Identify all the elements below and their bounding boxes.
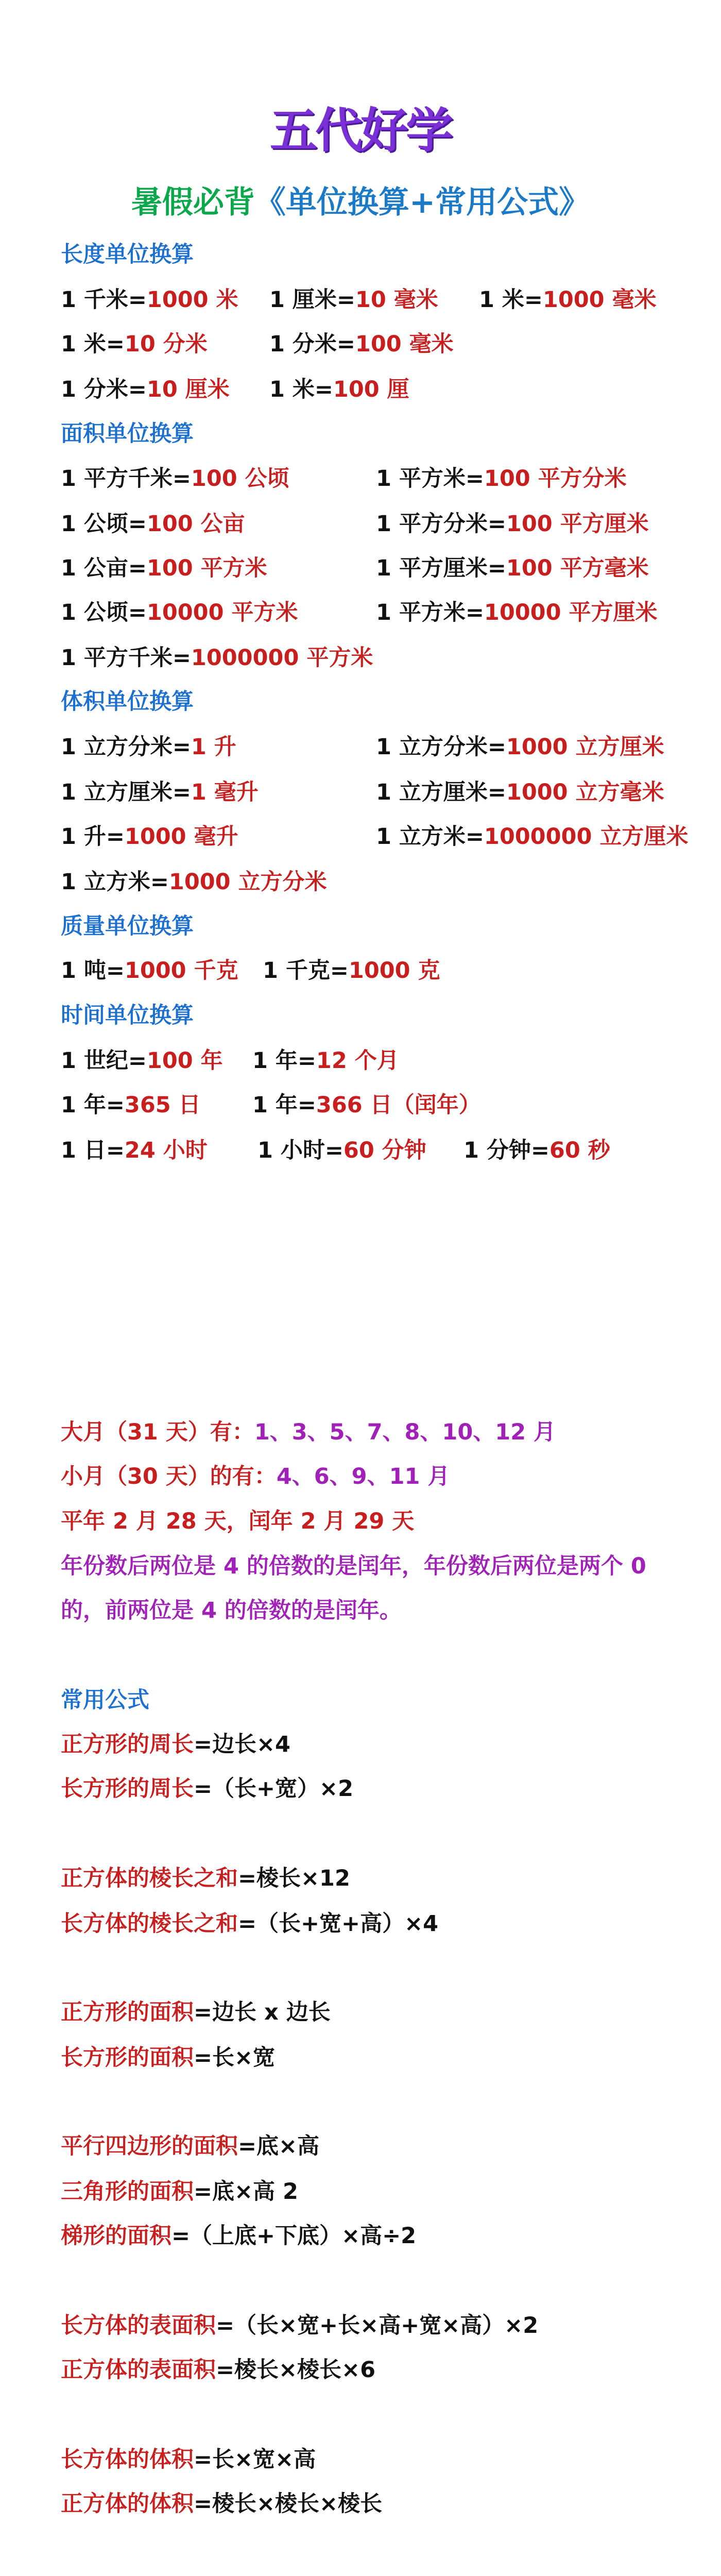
area-row bbox=[0, 461, 721, 492]
mass-heading: 质量单位换算 bbox=[61, 913, 194, 939]
mass-row bbox=[0, 953, 721, 984]
big-months: 大月（31 天）有：1、3、5、7、8、10、12 月 bbox=[61, 1419, 556, 1445]
page-subtitle bbox=[0, 178, 721, 222]
volume-row bbox=[0, 730, 721, 760]
conversion-item: 1 立方分米=1000 立方厘米 bbox=[376, 734, 664, 760]
formula-item: 长方形的周长=（长+宽）×2 bbox=[61, 1776, 354, 1802]
leap-year-rule-2: 的，前两位是 4 的倍数的是闰年。 bbox=[61, 1598, 402, 1623]
conversion-item: 1 小时=60 分钟 bbox=[258, 1138, 426, 1163]
area-row bbox=[0, 640, 721, 671]
conversion-item: 1 立方米=1000000 立方厘米 bbox=[376, 824, 689, 850]
conversion-item: 1 平方分米=100 平方厘米 bbox=[376, 511, 649, 537]
length-heading: 长度单位换算 bbox=[61, 242, 194, 267]
conversion-item: 1 日=24 小时 bbox=[61, 1138, 208, 1163]
length-row bbox=[0, 327, 721, 358]
conversion-item: 1 平方千米=100 公顷 bbox=[61, 466, 289, 492]
conversion-item: 1 立方厘米=1 毫升 bbox=[61, 779, 259, 805]
conversion-item: 1 分米=10 厘米 bbox=[61, 377, 230, 402]
formula-item: 长方形的面积=长×宽 bbox=[61, 2045, 276, 2071]
conversion-item: 1 平方米=100 平方分米 bbox=[376, 466, 627, 492]
leap-year-rule-1: 年份数后两位是 4 的倍数的是闰年，年份数后两位是两个 0 bbox=[61, 1553, 646, 1579]
formula-item: 三角形的面积=底×高 2 bbox=[61, 2179, 298, 2205]
conversion-item: 1 年=12 个月 bbox=[252, 1048, 399, 1074]
time-row bbox=[0, 1133, 721, 1164]
conversion-item: 1 立方厘米=1000 立方毫米 bbox=[376, 779, 664, 805]
time-row bbox=[0, 1043, 721, 1074]
formula-item: 正方体的棱长之和=棱长×12 bbox=[61, 1866, 350, 1891]
conversion-item: 1 公顷=10000 平方米 bbox=[61, 600, 298, 625]
conversion-item: 1 年=365 日 bbox=[61, 1092, 201, 1118]
volume-row bbox=[0, 865, 721, 895]
formula-item: 长方体的表面积=（长×宽+长×高+宽×高）×2 bbox=[61, 2313, 539, 2338]
page-title: 五代好学 bbox=[269, 103, 451, 158]
area-row bbox=[0, 595, 721, 626]
conversion-item: 1 千米=1000 米 bbox=[61, 287, 238, 313]
conversion-item: 1 升=1000 毫升 bbox=[61, 824, 238, 850]
time-row bbox=[0, 1088, 721, 1118]
conversion-item: 1 立方分米=1 升 bbox=[61, 734, 236, 760]
conversion-item: 1 分钟=60 秒 bbox=[464, 1138, 610, 1163]
conversion-item: 1 年=366 日（闰年） bbox=[252, 1092, 481, 1118]
formula-item: 长方体的体积=长×宽×高 bbox=[61, 2447, 316, 2472]
conversion-item: 1 厘米=10 毫米 bbox=[269, 287, 438, 313]
conversion-item: 1 平方千米=1000000 平方米 bbox=[61, 645, 373, 671]
small-months: 小月（30 天）的有：4、6、9、11 月 bbox=[61, 1464, 450, 1489]
formulas-heading: 常用公式 bbox=[61, 1687, 149, 1713]
conversion-item: 1 平方米=10000 平方厘米 bbox=[376, 600, 658, 625]
subtitle-prefix: 暑假必背 bbox=[131, 184, 255, 221]
formula-item: 平行四边形的面积=底×高 bbox=[61, 2133, 320, 2159]
volume-heading: 体积单位换算 bbox=[61, 689, 194, 715]
area-row bbox=[0, 506, 721, 537]
volume-row bbox=[0, 775, 721, 806]
formula-item: 长方体的棱长之和=（长+宽+高）×4 bbox=[61, 1911, 439, 1937]
conversion-item: 1 吨=1000 千克 bbox=[61, 958, 238, 984]
february-rule: 平年 2 月 28 天，闰年 2 月 29 天 bbox=[61, 1509, 415, 1534]
volume-row bbox=[0, 819, 721, 850]
time-heading: 时间单位换算 bbox=[61, 1003, 194, 1028]
conversion-item: 1 分米=100 毫米 bbox=[269, 331, 454, 357]
conversion-item: 1 千克=1000 克 bbox=[263, 958, 440, 984]
conversion-item: 1 米=100 厘 bbox=[269, 377, 409, 402]
conversion-item: 1 平方厘米=100 平方毫米 bbox=[376, 555, 649, 581]
formula-item: 正方体的体积=棱长×棱长×棱长 bbox=[61, 2491, 383, 2517]
conversion-item: 1 公亩=100 平方米 bbox=[61, 555, 267, 581]
formula-item: 正方形的面积=边长 x 边长 bbox=[61, 1999, 331, 2025]
subtitle-main: 《单位换算+常用公式》 bbox=[254, 184, 590, 221]
conversion-item: 1 米=10 分米 bbox=[61, 331, 208, 357]
formula-item: 梯形的面积=（上底+下底）×高÷2 bbox=[61, 2223, 417, 2249]
conversion-item: 1 米=1000 毫米 bbox=[479, 287, 657, 313]
area-row bbox=[0, 551, 721, 582]
area-heading: 面积单位换算 bbox=[61, 421, 194, 447]
formula-item: 正方体的表面积=棱长×棱长×6 bbox=[61, 2357, 376, 2383]
conversion-item: 1 世纪=100 年 bbox=[61, 1048, 223, 1074]
length-row bbox=[0, 282, 721, 313]
conversion-item: 1 公顷=100 公亩 bbox=[61, 511, 245, 537]
conversion-item: 1 立方米=1000 立方分米 bbox=[61, 869, 327, 895]
length-row bbox=[0, 372, 721, 403]
formula-item: 正方形的周长=边长×4 bbox=[61, 1732, 290, 1757]
